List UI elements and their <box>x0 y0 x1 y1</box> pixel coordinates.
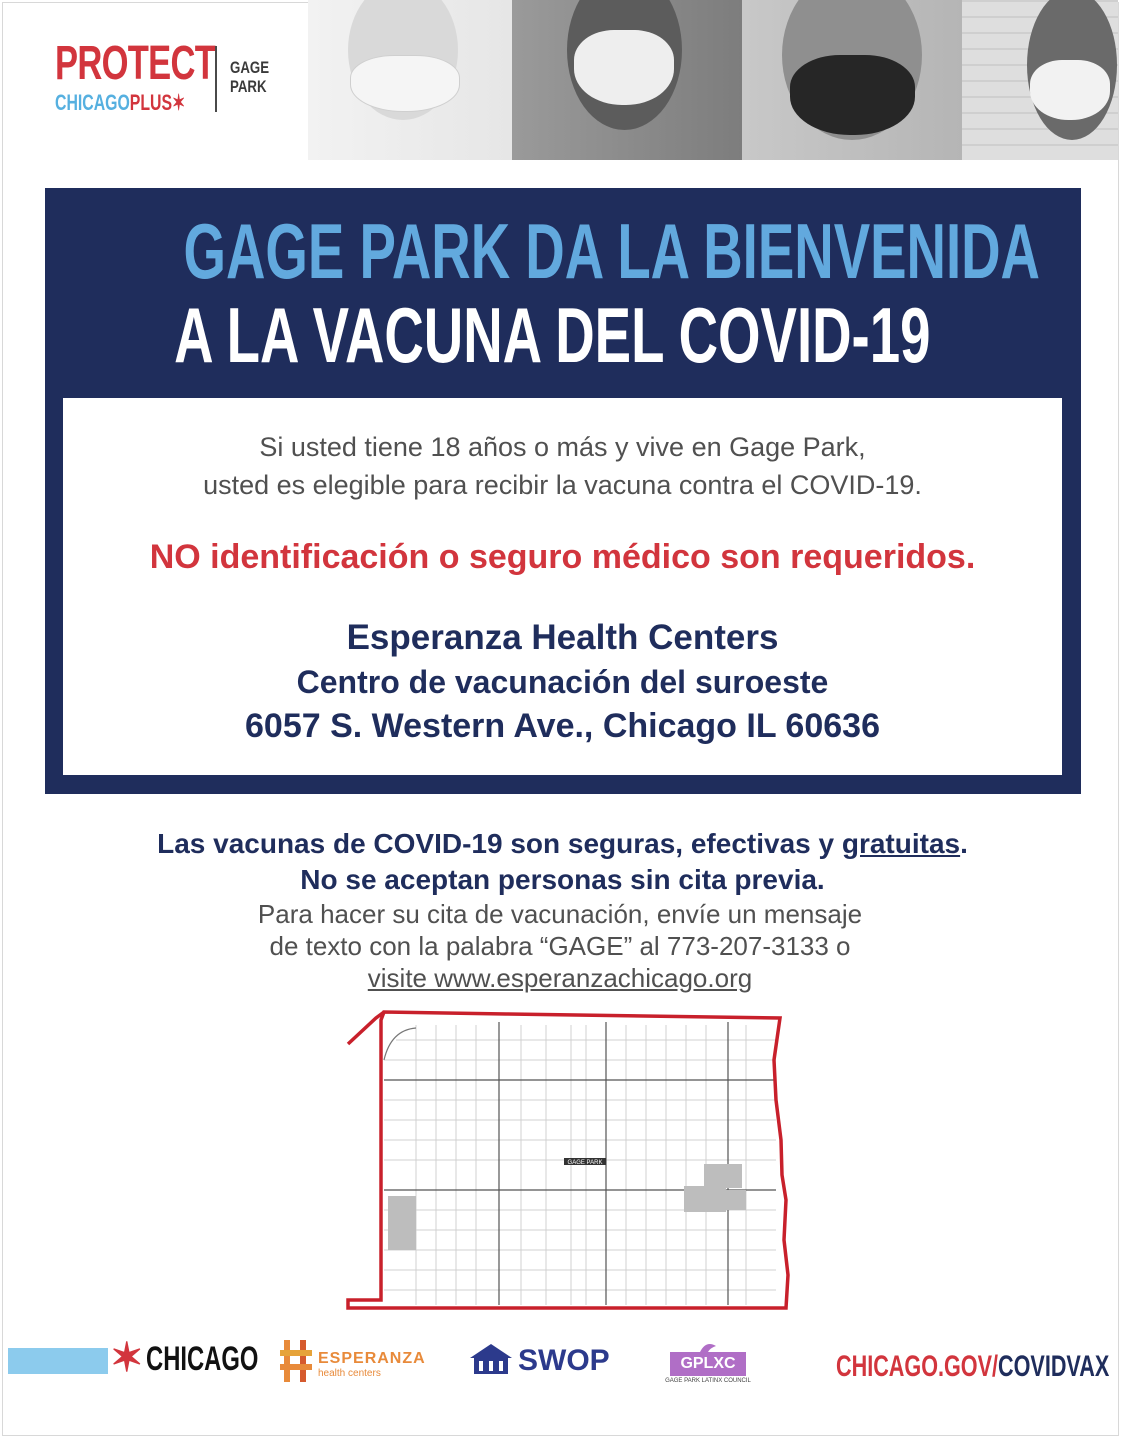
photo-woman-mask <box>308 0 512 160</box>
esperanza-logo-text: ESPERANZA <box>318 1350 426 1367</box>
vaccine-safe-statement: Las vacunas de COVID-19 son seguras, efectivas y gratuitas. <box>157 828 968 859</box>
neighborhood-label: GAGE PARK <box>230 58 270 96</box>
map-area-label: GAGE PARK <box>567 1160 603 1166</box>
covidvax-url[interactable]: CHICAGO.GOV/COVIDVAX <box>836 1350 1110 1383</box>
chicago-star-icon: ✶ <box>110 1336 144 1380</box>
city-of-chicago-logo: ✶ CHICAGO <box>110 1336 259 1380</box>
eligibility-text: Si usted tiene 18 años o más y vive en Gage Park, usted es elegible para recibir la vacuna contra el COVID-19. <box>203 432 922 500</box>
photo-woman-black-mask <box>742 0 962 160</box>
chicago-plus-logo: CHICAGOPLUS✶ <box>55 90 186 115</box>
headline-welcome: GAGE PARK DA LA BIENVENIDA <box>183 207 1040 295</box>
logo-divider <box>215 46 217 112</box>
protect-logo: PROTECT <box>55 37 216 90</box>
esperanza-logo-subtext: health centers <box>318 1368 381 1379</box>
gplxc-logo-text: GPLXC <box>670 1352 746 1376</box>
gplxc-logo-subtext: GAGE PARK LATINX COUNCIL <box>665 1378 751 1384</box>
esperanza-website-link[interactable]: visite www.esperanzachicago.org <box>367 963 753 993</box>
headline-vaccine: A LA VACUNA DEL COVID-19 <box>174 291 931 379</box>
vaccination-center-info: Esperanza Health Centers Centro de vacunación del suroeste 6057 S. Western Ave., Chicago IL 60636 <box>245 618 880 745</box>
photo-man-mask <box>512 0 742 160</box>
gage-park-boundary-map <box>336 1000 826 1330</box>
no-walk-in-notice: No se aceptan personas sin cita previa. <box>300 864 825 895</box>
photo-boy-mask <box>962 0 1118 160</box>
swop-building-icon <box>466 1340 516 1382</box>
appointment-instructions: Para hacer su cita de vacunación, envíe un mensaje de texto con la palabra “GAGE” al 773-207-3133 o visite www.esperanzachicago.org <box>0 898 1120 994</box>
chicago-flag-stripe <box>8 1348 108 1374</box>
swop-logo-text: SWOP <box>518 1344 610 1377</box>
star-icon: ✶ <box>172 90 186 115</box>
masked-people-photo-strip <box>308 0 1118 160</box>
esperanza-icon <box>280 1338 314 1384</box>
no-id-required-notice: NO identificación o seguro médico son requeridos. <box>149 538 976 576</box>
